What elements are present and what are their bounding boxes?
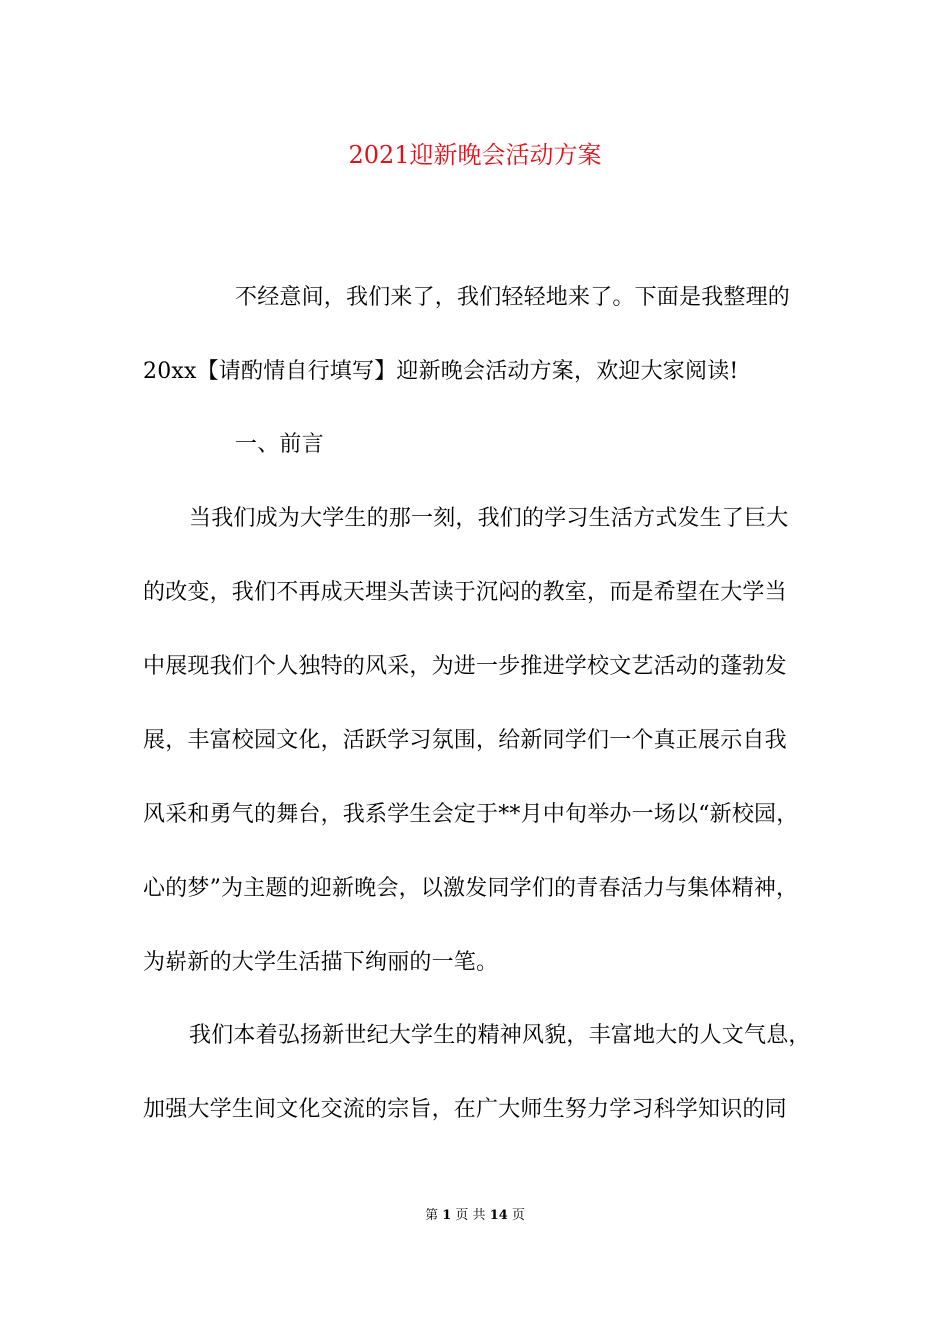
paragraph-line: 20xx【请酌情自行填写】迎新晚会活动方案，欢迎大家阅读!	[143, 359, 739, 384]
page-footer	[0, 1207, 950, 1225]
section-heading: 一、前言	[235, 432, 324, 457]
paragraph-line: 心的梦”为主题的迎新晚会，以激发同学们的青春活力与集体精神，	[143, 876, 799, 901]
footer-middle: 页 共	[455, 1208, 486, 1223]
paragraph-line: 中展现我们个人独特的风采，为进一步推进学校文艺活动的蓬勃发	[143, 654, 787, 679]
document-title: 2021迎新晚会活动方案	[348, 141, 602, 169]
paragraph-line: 的改变，我们不再成天埋头苦读于沉闷的教室，而是希望在大学当	[143, 580, 787, 605]
paragraph-line: 我们本着弘扬新世纪大学生的精神风貌，丰富地大的人文气息，	[189, 1023, 811, 1048]
footer-total-pages: 14	[489, 1208, 508, 1223]
paragraph-line: 当我们成为大学生的那一刻，我们的学习生活方式发生了巨大	[189, 506, 789, 531]
paragraph-line: 展，丰富校园文化，活跃学习氛围，给新同学们一个真正展示自我	[143, 728, 787, 753]
footer-prefix: 第	[425, 1208, 439, 1223]
footer-suffix: 页	[511, 1208, 525, 1223]
paragraph-line: 不经意间，我们来了，我们轻轻地来了。下面是我整理的	[235, 285, 791, 310]
footer-current-page: 1	[442, 1208, 452, 1223]
paragraph-line: 为崭新的大学生活描下绚丽的一笔。	[143, 950, 499, 975]
paragraph-line: 风采和勇气的舞台，我系学生会定于**月中旬举办一场以“新校园，	[143, 802, 799, 827]
paragraph-line: 加强大学生间文化交流的宗旨，在广大师生努力学习科学知识的同	[143, 1097, 787, 1122]
